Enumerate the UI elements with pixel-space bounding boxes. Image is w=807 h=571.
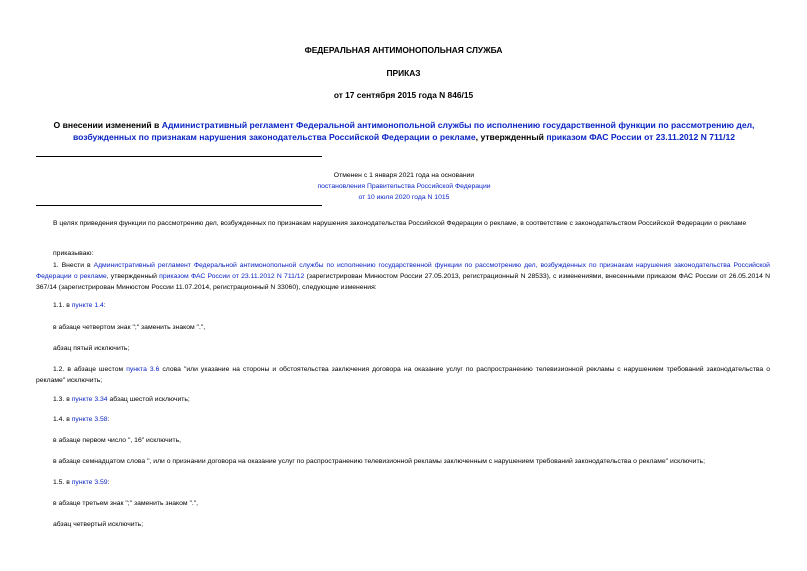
point-3-58-link[interactable]: пункте 3.58 [71, 416, 108, 423]
item-1-text: , утвержденный [106, 273, 160, 280]
subitem-1-4 [53, 414, 770, 425]
order-711-link[interactable]: приказом ФАС России от 23.11.2012 N 711/12 [546, 132, 736, 142]
item-1-paragraph [36, 260, 770, 293]
point-3-6-link[interactable]: пункта 3.6 [126, 366, 160, 373]
repeal-notice [240, 170, 568, 203]
order-word: приказываю: [53, 250, 94, 257]
point-1-4-link[interactable]: пункте 1.4 [71, 302, 104, 309]
subitem-1-1-line-1: в абзаце четвертом знак ";" заменить знаком ".", [53, 324, 206, 331]
document-title [36, 119, 772, 143]
subitem-text: 1.3. в [53, 396, 72, 403]
title-text: О внесении изменений в [53, 120, 162, 130]
agency-heading: ФЕДЕРАЛЬНАЯ АНТИМОНОПОЛЬНАЯ СЛУЖБА [304, 45, 503, 55]
divider [36, 205, 322, 206]
divider [36, 156, 322, 157]
repeal-notice-text: Отменен с 1 января 2021 года на основании [333, 172, 475, 179]
document-type: ПРИКАЗ [386, 68, 421, 78]
subitem-text: абзац шестой исключить; [107, 396, 190, 403]
item-1-text: (зарегистрирован Минюстом России 27.05.2013, регистрационный N 28533), с изменениями, внесенными приказом ФАС России от 26.05.2014 N 367/14 (зарегистрирован Минюстом России 11.07.2014, регистрационный N 33060), следующие изменения: [36, 273, 770, 291]
point-3-59-link[interactable]: пункте 3.59 [71, 479, 108, 486]
subitem-text: 1.2. в абзаце шестом [53, 366, 127, 373]
subitem-text: слова "или указание на стороны и обстоятельства заключения договора на оказание услуг по распространению телевизионной рекламы с нарушением требований законодательства о рекламе" исключить; [36, 366, 770, 384]
subitem-1-3 [53, 394, 770, 405]
subitem-text: 1.5. в [53, 479, 72, 486]
subitem-1-5-line-1: в абзаце третьем знак ";" заменить знаком ".", [53, 500, 199, 507]
government-decree-link[interactable]: постановления Правительства Российской Федерации [317, 183, 491, 190]
document-date-number: от 17 сентября 2015 года N 846/15 [333, 90, 474, 100]
subitem-1-5-line-2: абзац четвертый исключить; [53, 521, 144, 528]
order-711-link[interactable]: приказом ФАС России от 23.11.2012 N 711/12 [159, 273, 305, 280]
subitem-text: 1.1. в [53, 302, 72, 309]
subitem-text: : [107, 479, 110, 486]
government-decree-date-link[interactable]: от 10 июля 2020 года N 1015 [358, 194, 450, 201]
subitem-1-1-line-2: абзац пятый исключить; [53, 345, 130, 352]
regulation-link[interactable]: Административный регламент Федеральной антимонопольной службы по исполнению государственной функции по рассмотрению дел, возбужденных по признакам нарушения законодательства Российской Федерации о рекламе [36, 262, 770, 280]
subitem-1-5 [53, 477, 770, 488]
point-3-34-link[interactable]: пункте 3.34 [71, 396, 108, 403]
subitem-text: : [107, 416, 110, 423]
preamble-paragraph: В целях приведения функции по рассмотрению дел, возбужденных по признакам нарушения законодательства Российской Федерации о рекламе, в соответствие с законодательством Российской Федерации о рекламе [53, 220, 747, 227]
subitem-1-2 [36, 364, 770, 386]
subitem-1-4-line-1: в абзаце первом число ", 16" исключить, [53, 437, 182, 444]
item-1-text: 1. Внести в [53, 262, 94, 269]
regulation-link[interactable]: Административный регламент Федеральной антимонопольной службы по исполнению государственной функции по рассмотрению дел, возбужденных по признакам нарушения законодательства Российской Федерации о рекламе [72, 120, 755, 142]
subitem-1-1 [53, 300, 770, 311]
subitem-text: : [103, 302, 106, 309]
title-text: , утвержденный [475, 132, 547, 142]
subitem-1-4-line-2: в абзаце семнадцатом слова ", или о признании договора на оказание услуг по распространению телевизионной рекламы заключенным с нарушением требований законодательства о рекламе" исключить; [53, 458, 705, 465]
subitem-text: 1.4. в [53, 416, 72, 423]
